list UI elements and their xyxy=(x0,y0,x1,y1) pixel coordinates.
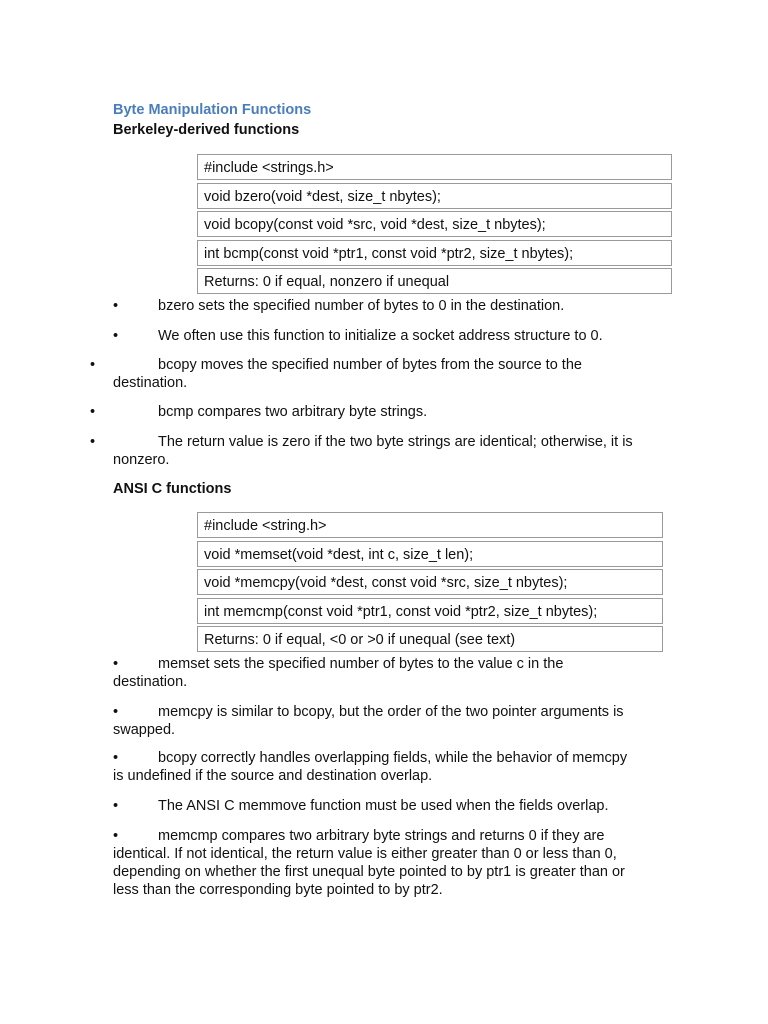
berkeley-include-row: #include <strings.h> xyxy=(197,154,672,180)
bullet-marker: • xyxy=(113,828,119,844)
bullet-memcpy-line1: memcpy is similar to bcopy, but the order of the two pointer arguments is xyxy=(158,704,624,720)
bullet-bzero: bzero sets the specified number of bytes to 0 in the destination. xyxy=(158,298,565,314)
bcmp-signature-row: int bcmp(const void *ptr1, const void *ptr2, size_t nbytes); xyxy=(197,240,672,266)
ansi-include-row: #include <string.h> xyxy=(197,512,663,538)
bzero-signature-row: void bzero(void *dest, size_t nbytes); xyxy=(197,183,672,209)
bullet-overlap-line2: is undefined if the source and destination overlap. xyxy=(113,768,433,784)
bullet-marker: • xyxy=(113,798,119,814)
memcpy-signature-row: void *memcpy(void *dest, const void *src, size_t nbytes); xyxy=(197,569,663,595)
ansi-heading: ANSI C functions xyxy=(113,481,232,497)
bullet-marker: • xyxy=(113,704,119,720)
bullet-bcmp: bcmp compares two arbitrary byte strings. xyxy=(158,404,428,420)
bullet-marker: • xyxy=(90,357,96,373)
memset-signature-row: void *memset(void *dest, int c, size_t len); xyxy=(197,541,663,567)
bullet-overlap-line1: bcopy correctly handles overlapping fields, while the behavior of memcpy xyxy=(158,750,628,766)
bullet-memcpy-line2: swapped. xyxy=(113,722,176,738)
berkeley-heading: Berkeley-derived functions xyxy=(113,122,300,138)
berkeley-returns-row: Returns: 0 if equal, nonzero if unequal xyxy=(197,268,672,294)
ansi-code-box xyxy=(197,512,663,655)
bullet-marker: • xyxy=(113,656,119,672)
bullet-return-line2: nonzero. xyxy=(113,452,170,468)
berkeley-code-box xyxy=(197,154,672,297)
ansi-returns-row: Returns: 0 if equal, <0 or >0 if unequal (see text) xyxy=(197,626,663,652)
bullet-return-line1: The return value is zero if the two byte strings are identical; otherwise, it is xyxy=(158,434,633,450)
bullet-memmove: The ANSI C memmove function must be used when the fields overlap. xyxy=(158,798,609,814)
bullet-marker: • xyxy=(90,434,96,450)
section-title: Byte Manipulation Functions xyxy=(113,102,312,118)
bullet-socket-init: We often use this function to initialize a socket address structure to 0. xyxy=(158,328,603,344)
bullet-memset-line1: memset sets the specified number of bytes to the value c in the xyxy=(158,656,564,672)
bullet-marker: • xyxy=(113,328,119,344)
bullet-marker: • xyxy=(113,750,119,766)
bullet-memcmp-line3: depending on whether the first unequal byte pointed to by ptr1 is greater than or xyxy=(113,864,625,880)
bullet-memcmp-line1: memcmp compares two arbitrary byte strings and returns 0 if they are xyxy=(158,828,605,844)
bullet-bcopy-line1: bcopy moves the specified number of bytes from the source to the xyxy=(158,357,582,373)
memcmp-signature-row: int memcmp(const void *ptr1, const void *ptr2, size_t nbytes); xyxy=(197,598,663,624)
bullet-marker: • xyxy=(113,298,119,314)
bcopy-signature-row: void bcopy(const void *src, void *dest, size_t nbytes); xyxy=(197,211,672,237)
bullet-bcopy-line2: destination. xyxy=(113,375,188,391)
bullet-marker: • xyxy=(90,404,96,420)
bullet-memcmp-line4: less than the corresponding byte pointed to by ptr2. xyxy=(113,882,443,898)
bullet-memset-line2: destination. xyxy=(113,674,188,690)
bullet-memcmp-line2: identical. If not identical, the return value is either greater than 0 or less than 0, xyxy=(113,846,617,862)
